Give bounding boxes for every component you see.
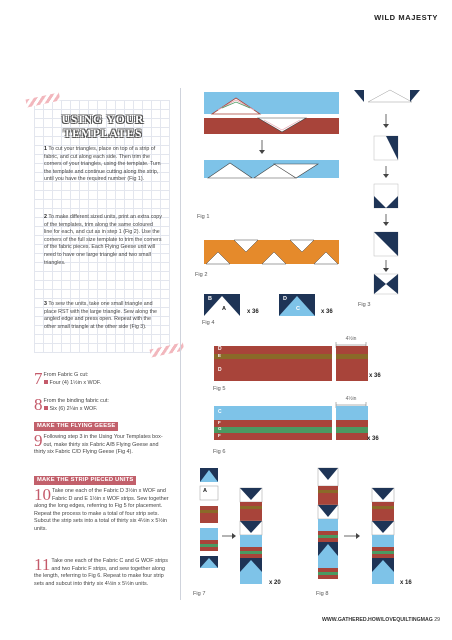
red-piece [318,493,338,505]
navy-triangle [410,90,420,102]
magazine-section-title: WILD MAJESTY [374,13,438,22]
step-number: 1 [44,146,47,152]
strip-f [214,420,332,427]
step-10 [34,485,170,534]
arrow-head [383,124,389,128]
column-divider [180,88,181,600]
fig5-strip-set [214,346,370,382]
fig4-label-c: C [296,306,300,312]
fig6-strip-set [214,406,370,442]
fig5-label-d-top: D [218,346,222,352]
templates-title-line1: USING YOUR [61,114,145,126]
fig5-label: Fig 5 [213,386,226,392]
template-step-2 [44,214,162,267]
page-number: 29 [434,617,440,623]
fig6-label-g: G [218,426,222,431]
navy-triangle [354,90,364,102]
bullet-icon [44,406,48,410]
fig5-label-e: E [218,353,222,358]
strip-f [214,433,332,440]
step-8 [34,395,170,414]
strip-d [214,346,332,354]
blue-piece [318,519,338,531]
white-triangle [368,90,412,102]
fig4-count-1: x 36 [247,309,259,315]
fig4-label-b: B [208,296,212,302]
strip-g [214,427,332,433]
brown-piece [318,490,338,493]
fig7-count: x 20 [269,580,281,586]
red-piece [318,538,338,542]
fig5-count: x 36 [369,373,381,379]
step-9 [34,431,170,457]
fig7-diagram [196,466,286,594]
fig4-label-a: A [222,306,226,312]
section-heading-strip-units: MAKE THE STRIP PIECED UNITS [34,476,136,485]
templates-title-line2: TEMPLATES [63,128,143,140]
step-number: 11 [34,555,51,574]
green-piece [372,551,394,554]
red-piece [240,554,262,558]
page-footer [322,617,440,623]
step-text: To cut your triangles, place on top of a strip of fabric, and cut along each side. Then trim the corners of your triangles, using the template. Turn the template and continue cutting along the strip, until you have the required number (Fig 1). [44,146,161,183]
fig2-diagram [198,238,348,268]
fig3-diagram [352,88,422,298]
blue-piece [372,535,394,547]
unit-g [336,427,368,433]
step-number: 9 [34,431,43,450]
fig7-label: Fig 7 [193,591,206,597]
fig3-label: Fig 3 [358,302,371,308]
unit-c [336,406,368,420]
step-number: 2 [44,214,47,220]
arrow-head [232,533,236,539]
step-text: To make different sized units, print an extra copy of the templates, trim along the same coloured line for each, and cut as in step 1 (Fig 2). Use the corners of the full size template to trim the corners of the fabric pieces. Each Flying Geese unit will need to have one large triangle and two small triangles. [44,214,162,266]
bullet-icon [44,380,48,384]
blue-piece [200,528,218,540]
green-piece [318,535,338,538]
unit-d [336,359,368,381]
strip-e [214,354,332,359]
brown-piece [240,506,262,509]
blue-piece [240,572,262,584]
step-text: To sew the units, take one small triangle and place RST with the large triangle. Sew along the angled edge and press open. Repeat with the other small triangle at the other side (Fig 3). [44,301,157,330]
strip-d [214,359,332,381]
fig5-label-d-bottom: D [218,367,222,373]
step-text: Following step 3 in the Using Your Templates box-out, make thirty six Fabric A/B Flying Geese and thirty six Fabric C/D Flying Geese (Fig 4). [34,434,163,456]
arrow-head [259,150,265,154]
red-piece [372,509,394,521]
arrow-head [383,268,389,272]
red-piece [318,486,338,490]
step-text: From the binding fabric cut: [43,398,109,404]
arrow-head [383,174,389,178]
red-piece [200,506,218,510]
unit-e [336,354,368,359]
red-piece [318,531,338,535]
red-piece [240,547,262,551]
fig7-label-a: A [203,488,207,494]
strip-c [214,406,332,420]
fig6-count: x 36 [367,436,379,442]
fig6-label-f-top: F [218,420,221,425]
red-piece [240,509,262,521]
brown-piece [200,510,218,513]
red-piece [200,547,218,551]
step-number: 8 [34,395,43,414]
fig6-measure: 4½in [345,396,357,402]
blue-piece [240,535,262,547]
fig6-label: Fig 6 [213,449,226,455]
templates-box-title [48,113,158,141]
arrow-head [356,533,360,539]
step-item: Four (4) 1½in x WOF. [49,379,102,386]
red-piece [318,575,338,579]
fig8-count: x 16 [400,580,412,586]
blue-piece [372,572,394,584]
fig4-label: Fig 4 [202,320,215,326]
red-piece [372,502,394,506]
fig6-label-f-bottom: F [218,433,221,438]
arrow-head [383,222,389,226]
unit-f [336,433,368,440]
step-text: Take one each of the Fabric D 3½in x WOF and Fabric D and E 1½in x WOF strips. Sew together along the long edges, referring to Fig 5 for placement. Repeat the process to make a total of four strip sets. Subcut the strip sets into a total of thirty six 4½in x 5½in units. [34,488,169,532]
template-step-1 [44,146,162,184]
step-number: 7 [34,369,43,388]
step-7 [34,369,170,388]
fig5-measure: 4½in [345,336,357,342]
step-text: Take one each of the Fabric C and G WOF strips and two Fabric F strips, and sew together along the length, referring to Fig 6. Repeat to make four strip sets and subcut into thirty six 4½in x 5½in units. [34,558,168,587]
green-piece [318,572,338,575]
fig8-diagram [314,466,406,594]
brown-piece [372,506,394,509]
template-step-3 [44,301,162,331]
step-11 [34,555,170,588]
red-piece [240,502,262,506]
red-piece [372,547,394,551]
fig8-label: Fig 8 [316,591,329,597]
green-piece [240,551,262,554]
fig2-label: Fig 2 [195,272,208,278]
fig1-diagram [198,88,348,208]
step-text: From Fabric G cut: [43,372,89,378]
section-heading-flying-geese: MAKE THE FLYING GEESE [34,422,118,431]
step-item: Six (6) 2¼in x WOF. [49,405,98,412]
red-piece [200,540,218,544]
fig4-label-d: D [283,296,287,302]
step-number: 3 [44,301,47,307]
fig4-count-2: x 36 [321,309,333,315]
blue-piece [318,556,338,568]
red-piece [372,554,394,558]
green-piece [200,544,218,547]
unit-d [336,346,368,354]
fig1-label: Fig 1 [197,214,210,220]
fig6-label-c: C [218,409,222,415]
step-number: 10 [34,485,51,504]
red-piece [200,513,218,523]
red-piece [318,568,338,572]
unit-f [336,420,368,427]
footer-url: WWW.GATHERED.HOW/LOVEQUILTINGMAG [322,617,433,623]
